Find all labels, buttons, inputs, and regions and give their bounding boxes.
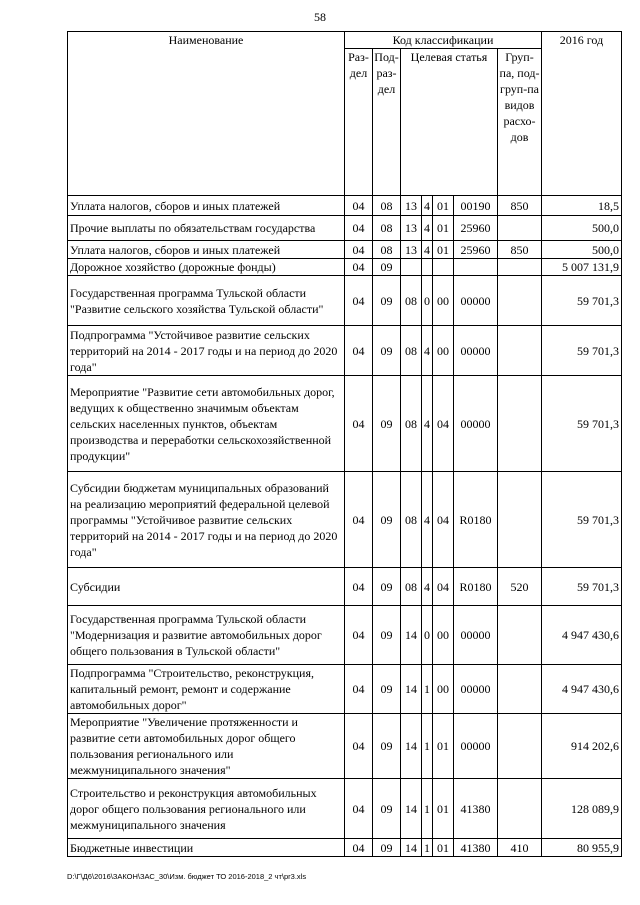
row-podrazdel: 09	[373, 326, 401, 376]
row-target-event: 00	[433, 606, 454, 665]
row-amount: 914 202,6	[542, 714, 622, 779]
row-target-event: 01	[433, 779, 454, 839]
row-group	[498, 714, 542, 779]
row-target-direction: R0180	[454, 472, 498, 568]
row-target-direction: 00000	[454, 376, 498, 472]
row-target-program: 14	[401, 839, 422, 857]
row-razdel: 04	[345, 259, 373, 276]
row-amount: 4 947 430,6	[542, 665, 622, 714]
row-target-subprogram: 4	[422, 216, 433, 241]
row-group	[498, 606, 542, 665]
row-target-program: 14	[401, 606, 422, 665]
row-name: Государственная программа Тульской области "Развитие сельского хозяйства Тульской области"	[68, 276, 345, 326]
row-target-event: 01	[433, 714, 454, 779]
header-razdel: Раз-дел	[345, 49, 373, 196]
row-target-program: 14	[401, 714, 422, 779]
row-target-subprogram	[422, 259, 433, 276]
header-podrazdel: Под-раз-дел	[373, 49, 401, 196]
row-podrazdel: 08	[373, 196, 401, 216]
row-target-subprogram: 4	[422, 568, 433, 606]
row-target-program: 13	[401, 241, 422, 259]
row-target-direction: 00000	[454, 665, 498, 714]
row-target-program: 08	[401, 568, 422, 606]
row-razdel: 04	[345, 376, 373, 472]
row-name: Строительство и реконструкция автомобильных дорог общего пользования регионального или межмуниципального значения	[68, 779, 345, 839]
header-name: Наименование	[68, 32, 345, 196]
row-podrazdel: 09	[373, 839, 401, 857]
row-podrazdel: 09	[373, 376, 401, 472]
row-target-event: 00	[433, 276, 454, 326]
row-razdel: 04	[345, 839, 373, 857]
row-razdel: 04	[345, 665, 373, 714]
row-group	[498, 216, 542, 241]
row-amount: 59 701,3	[542, 326, 622, 376]
row-razdel: 04	[345, 779, 373, 839]
table-row	[68, 276, 622, 326]
row-target-direction: R0180	[454, 568, 498, 606]
row-group: 850	[498, 196, 542, 216]
table-row	[68, 472, 622, 568]
table-row	[68, 376, 622, 472]
row-amount: 5 007 131,9	[542, 259, 622, 276]
header-group: Груп-па, под-груп-па видов расхо-дов	[498, 49, 542, 196]
table-row	[68, 196, 622, 216]
row-razdel: 04	[345, 196, 373, 216]
row-name: Прочие выплаты по обязательствам государства	[68, 216, 345, 241]
row-podrazdel: 08	[373, 241, 401, 259]
budget-table	[67, 31, 622, 857]
row-target-subprogram: 1	[422, 665, 433, 714]
row-name: Подпрограмма "Устойчивое развитие сельских территорий на 2014 - 2017 годы и на период до 2020 года"	[68, 326, 345, 376]
row-podrazdel: 09	[373, 259, 401, 276]
row-name: Государственная программа Тульской области "Модернизация и развитие автомобильных дорог общего пользования в Тульской области"	[68, 606, 345, 665]
row-name: Мероприятие "Увеличение протяженности и развитие сети автомобильных дорог общего пользования регионального или межмуниципального значения"	[68, 714, 345, 779]
header-code: Код классификации	[345, 32, 542, 49]
row-target-subprogram: 4	[422, 326, 433, 376]
row-target-event: 04	[433, 376, 454, 472]
header-row-top	[68, 32, 622, 49]
row-razdel: 04	[345, 714, 373, 779]
row-group	[498, 779, 542, 839]
row-name: Подпрограмма "Строительство, реконструкция, капитальный ремонт, ремонт и содержание автомобильных дорог"	[68, 665, 345, 714]
row-target-direction: 00000	[454, 714, 498, 779]
row-name: Субсидии бюджетам муниципальных образований на реализацию мероприятий федеральной целевой программы "Устойчивое развитие сельских территорий на 2014 - 2017 годы и на период до 2020 года"	[68, 472, 345, 568]
row-podrazdel: 09	[373, 472, 401, 568]
row-target-direction: 25960	[454, 241, 498, 259]
row-group	[498, 259, 542, 276]
row-target-subprogram: 4	[422, 241, 433, 259]
row-razdel: 04	[345, 568, 373, 606]
row-amount: 18,5	[542, 196, 622, 216]
row-amount: 500,0	[542, 241, 622, 259]
row-target-subprogram: 0	[422, 276, 433, 326]
row-razdel: 04	[345, 472, 373, 568]
table-row	[68, 216, 622, 241]
table-row	[68, 665, 622, 714]
row-razdel: 04	[345, 216, 373, 241]
row-target-event: 01	[433, 241, 454, 259]
row-target-event: 04	[433, 568, 454, 606]
row-amount: 59 701,3	[542, 276, 622, 326]
row-group	[498, 376, 542, 472]
row-target-direction: 41380	[454, 839, 498, 857]
row-name: Уплата налогов, сборов и иных платежей	[68, 196, 345, 216]
row-target-event: 04	[433, 472, 454, 568]
page-number: 58	[314, 10, 326, 24]
row-target-event: 01	[433, 839, 454, 857]
row-podrazdel: 08	[373, 216, 401, 241]
row-target-subprogram: 4	[422, 472, 433, 568]
row-target-program: 08	[401, 326, 422, 376]
row-target-event: 00	[433, 665, 454, 714]
row-razdel: 04	[345, 606, 373, 665]
row-podrazdel: 09	[373, 779, 401, 839]
row-group	[498, 665, 542, 714]
table-row	[68, 568, 622, 606]
row-target-direction: 00000	[454, 326, 498, 376]
row-target-program: 08	[401, 472, 422, 568]
row-target-subprogram: 1	[422, 714, 433, 779]
row-group	[498, 326, 542, 376]
row-amount: 59 701,3	[542, 472, 622, 568]
row-target-subprogram: 4	[422, 376, 433, 472]
row-razdel: 04	[345, 326, 373, 376]
row-target-direction: 41380	[454, 779, 498, 839]
row-target-program: 08	[401, 376, 422, 472]
row-podrazdel: 09	[373, 276, 401, 326]
row-group	[498, 276, 542, 326]
table-row	[68, 326, 622, 376]
row-name: Уплата налогов, сборов и иных платежей	[68, 241, 345, 259]
row-target-direction	[454, 259, 498, 276]
row-target-program: 08	[401, 276, 422, 326]
row-group	[498, 472, 542, 568]
table-row	[68, 779, 622, 839]
table-row	[68, 241, 622, 259]
row-target-subprogram: 1	[422, 779, 433, 839]
row-target-program: 14	[401, 779, 422, 839]
row-name: Дорожное хозяйство (дорожные фонды)	[68, 259, 345, 276]
row-target-direction: 25960	[454, 216, 498, 241]
row-amount: 500,0	[542, 216, 622, 241]
row-target-event: 00	[433, 326, 454, 376]
row-podrazdel: 09	[373, 568, 401, 606]
row-amount: 4 947 430,6	[542, 606, 622, 665]
file-path-footer: D:\Г\Д6\2016\ЗАКОН\ЗАС_30\Изм. бюджет ТО 2016-2018_2 чт\pr3.xls	[67, 872, 307, 881]
row-name: Бюджетные инвестиции	[68, 839, 345, 857]
row-amount: 59 701,3	[542, 376, 622, 472]
row-target-event	[433, 259, 454, 276]
row-target-event: 01	[433, 196, 454, 216]
row-amount: 128 089,9	[542, 779, 622, 839]
row-target-direction: 00000	[454, 276, 498, 326]
row-name: Мероприятие "Развитие сети автомобильных дорог, ведущих к общественно значимым объектам сельских населенных пунктов, объектам производства и переработки сельскохозяйственной продукции"	[68, 376, 345, 472]
row-group: 410	[498, 839, 542, 857]
table-row	[68, 714, 622, 779]
row-target-subprogram: 1	[422, 839, 433, 857]
row-target-direction: 00000	[454, 606, 498, 665]
row-target-event: 01	[433, 216, 454, 241]
row-target-program: 13	[401, 196, 422, 216]
row-amount: 59 701,3	[542, 568, 622, 606]
table-row	[68, 606, 622, 665]
row-razdel: 04	[345, 241, 373, 259]
row-target-program: 13	[401, 216, 422, 241]
row-target-subprogram: 0	[422, 606, 433, 665]
table-row	[68, 259, 622, 276]
row-group: 850	[498, 241, 542, 259]
header-target: Целевая статья	[401, 49, 498, 196]
row-target-subprogram: 4	[422, 196, 433, 216]
row-podrazdel: 09	[373, 606, 401, 665]
row-group: 520	[498, 568, 542, 606]
table-row	[68, 839, 622, 857]
row-target-program	[401, 259, 422, 276]
row-name: Субсидии	[68, 568, 345, 606]
row-podrazdel: 09	[373, 714, 401, 779]
row-podrazdel: 09	[373, 665, 401, 714]
row-target-program: 14	[401, 665, 422, 714]
row-razdel: 04	[345, 276, 373, 326]
header-year: 2016 год	[542, 32, 622, 196]
row-target-direction: 00190	[454, 196, 498, 216]
row-amount: 80 955,9	[542, 839, 622, 857]
